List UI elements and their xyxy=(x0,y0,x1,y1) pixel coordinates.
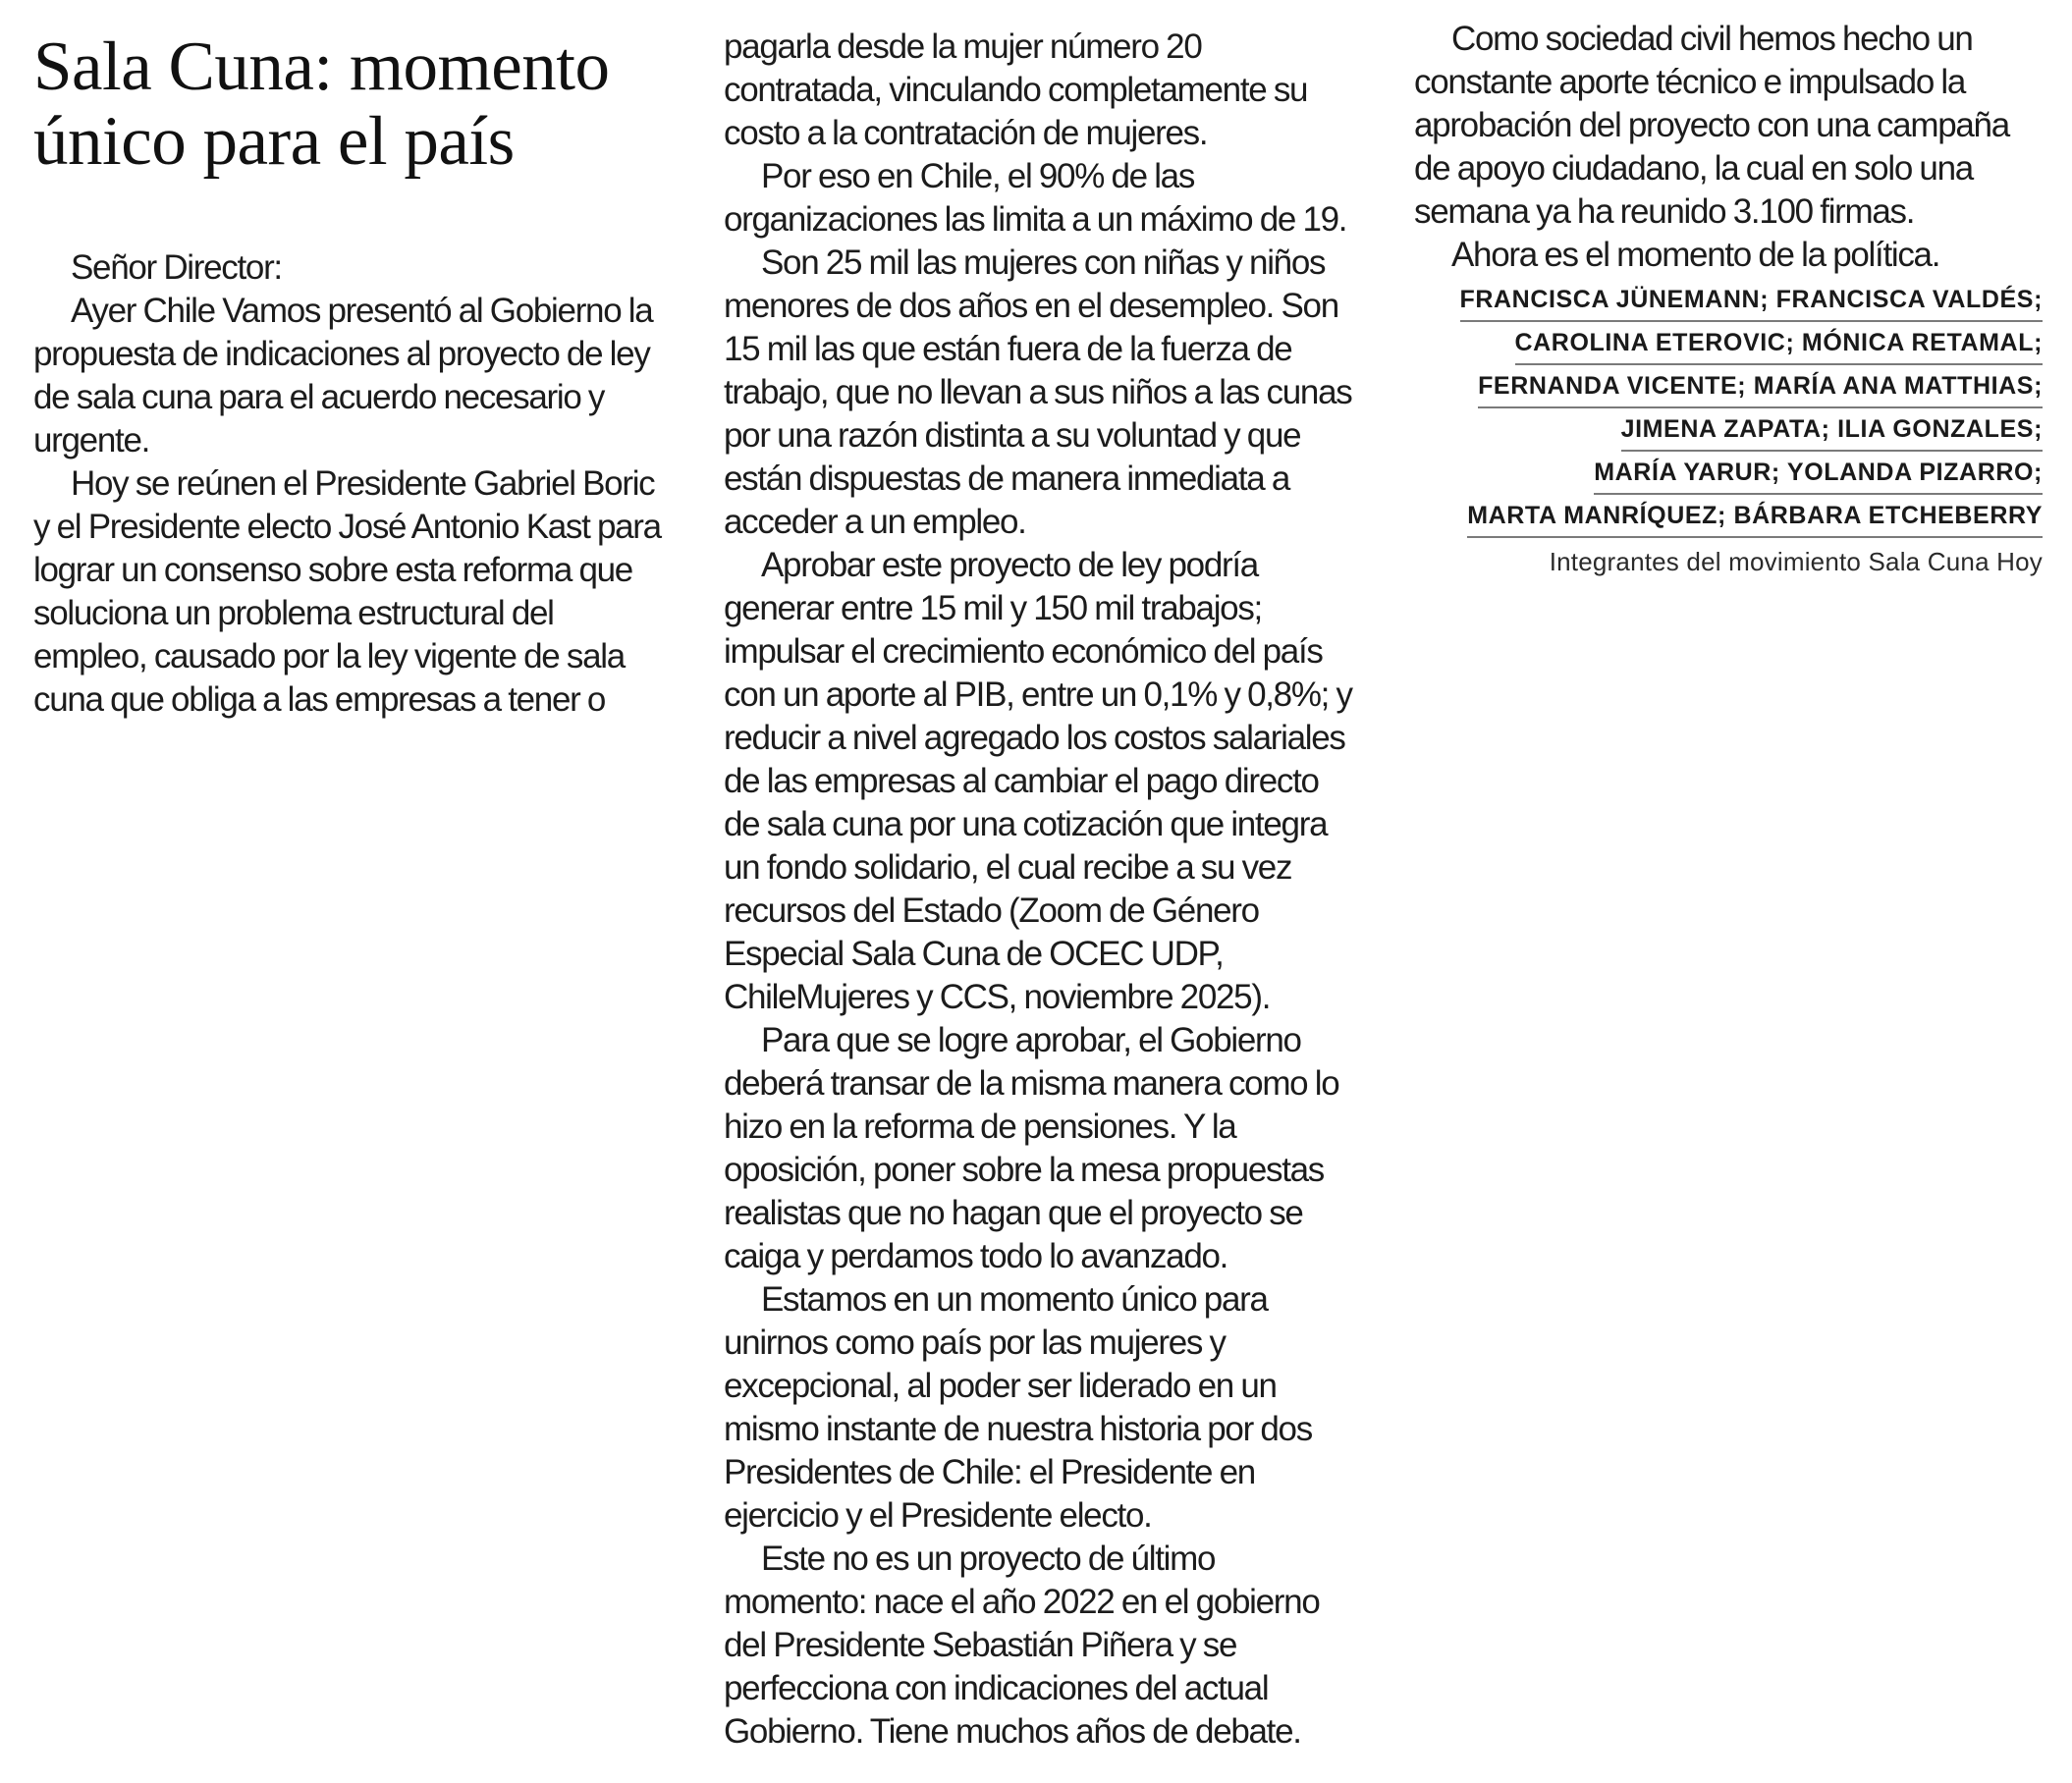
signature-line: MARTA MANRÍQUEZ; BÁRBARA ETCHEBERRY xyxy=(1467,497,2043,538)
column-1-body xyxy=(33,246,662,722)
paragraph: Son 25 mil las mujeres con niñas y niños menores de dos años en el desempleo. Son 15 mil las que están fuera de la fuerza de trabajo, que no llevan a sus niños a las cunas por una razón distinta a su voluntad y que están dispuestas de manera inmediata a acceder a un empleo. xyxy=(724,243,1352,541)
paragraph: Estamos en un momento único para unirnos como país por las mujeres y excepcional, al poder ser liderado en un mismo instante de nuestra historia por dos Presidentes de Chile: el Presidente en ejercicio y el Presidente electo. xyxy=(724,1280,1312,1535)
paragraph: Aprobar este proyecto de ley podría generar entre 15 mil y 150 mil trabajos; impulsar el crecimiento económico del país con un aporte al PIB, entre un 0,1% y 0,8%; y reducir a nivel agregado los costos salariales de las empresas al cambiar el pago directo de sala cuna por una cotización que integra un fondo solidario, el cual recibe a su vez recursos del Estado (Zoom de Género Especial Sala Cuna de OCEC UDP, ChileMujeres y CCS, noviembre 2025). xyxy=(724,546,1352,1016)
headline-line-1: Sala Cuna: momento xyxy=(33,28,610,105)
paragraph: Por eso en Chile, el 90% de las organizaciones las limita a un máximo de 19. xyxy=(724,157,1347,239)
paragraph: Hoy se reúnen el Presidente Gabriel Boric y el Presidente electo José Antonio Kast para lograr un consenso sobre esta reforma que soluciona un problema estructural del empleo, causado por la ley vigente de sala cuna que obliga a las empresas a tener o xyxy=(33,464,661,719)
column-3-body xyxy=(1414,18,2043,277)
column-3 xyxy=(1414,0,2043,581)
signature-block xyxy=(1414,281,2043,540)
signature-line: FRANCISCA JÜNEMANN; FRANCISCA VALDÉS; xyxy=(1460,281,2044,322)
headline-line-2: único para el país xyxy=(33,103,515,180)
author-affiliation: Integrantes del movimiento Sala Cuna Hoy xyxy=(1549,547,2043,576)
paragraph: Para que se logre aprobar, el Gobierno deberá transar de la misma manera como lo hizo en la reforma de pensiones. Y la oposición, poner sobre la mesa propuestas realistas que no hagan que el proyecto se caiga y perdamos todo lo avanzado. xyxy=(724,1021,1339,1275)
signature-line: FERNANDA VICENTE; MARÍA ANA MATTHIAS; xyxy=(1478,367,2043,408)
column-1 xyxy=(33,0,662,722)
signature-line: MARÍA YARUR; YOLANDA PIZARRO; xyxy=(1594,454,2043,495)
column-2 xyxy=(724,0,1352,1754)
paragraph-continued: pagarla desde la mujer número 20 contratada, vinculando completamente su costo a la contratación de mujeres. xyxy=(724,27,1308,152)
signature-line: JIMENA ZAPATA; ILIA GONZALES; xyxy=(1621,410,2043,452)
salutation: Señor Director: xyxy=(71,248,282,287)
column-2-body xyxy=(724,26,1352,1754)
signature-line: CAROLINA ETEROVIC; MÓNICA RETAMAL; xyxy=(1515,324,2044,365)
paragraph: Ayer Chile Vamos presentó al Gobierno la propuesta de indicaciones al proyecto de ley de sala cuna para el acuerdo necesario y urgente. xyxy=(33,292,653,459)
paragraph: Este no es un proyecto de último momento: nace el año 2022 en el gobierno del Presidente Sebastián Piñera y se perfecciona con indicaciones del actual Gobierno. Tiene muchos años de debate. xyxy=(724,1540,1320,1751)
paragraph: Como sociedad civil hemos hecho un constante aporte técnico e impulsado la aprobación del proyecto con una campaña de apoyo ciudadano, la cual en solo una semana ya ha reunido 3.100 firmas. xyxy=(1414,20,2009,231)
article-headline xyxy=(33,29,662,179)
paragraph: Ahora es el momento de la política. xyxy=(1451,236,1940,274)
